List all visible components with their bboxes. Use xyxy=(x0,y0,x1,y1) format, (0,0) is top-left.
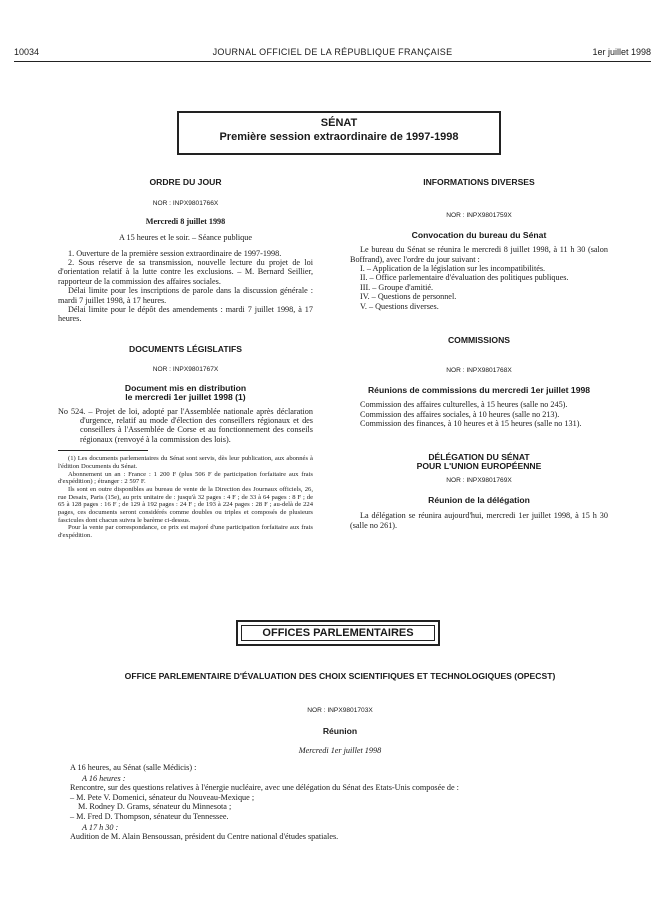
ordre-item-1: 1. Ouverture de la première session extraordinaire de 1997-1998. xyxy=(68,248,282,258)
ordre-du-jour-time: A 15 heures et le soir. – Séance publique xyxy=(118,233,252,243)
opecst-nor: NOR : INPX9801703X xyxy=(307,707,373,715)
opecst-line-1: A 16 heures, au Sénat (salle Médicis) : xyxy=(70,762,197,772)
journal-title: JOURNAL OFFICIEL DE LA RÉPUBLIQUE FRANÇAISE xyxy=(212,47,453,57)
right-column xyxy=(350,178,608,530)
opecst-line-3: Rencontre, sur des questions relatives à l'énergie nucléaire, avec une délégation du Sénat des Etats-Unis composée de : xyxy=(70,783,459,793)
opecst-line-8: Audition de M. Alain Bensoussan, président du Centre national d'études spatiales. xyxy=(70,832,339,842)
senat-title: SÉNAT xyxy=(320,117,358,129)
informations-item-5: V. – Questions diverses. xyxy=(360,301,439,311)
documents-sub-1: Document mis en distribution xyxy=(124,382,247,393)
header-rule xyxy=(14,61,651,62)
informations-item-3: III. – Groupe d'amitié. xyxy=(360,282,434,292)
offices-section xyxy=(60,672,620,842)
commission-line-3: Commission des finances, à 10 heures et à 15 heures (salle no 131). xyxy=(360,419,582,429)
delegation-heading-2: POUR L'UNION EUROPÉENNE xyxy=(416,460,542,471)
opecst-line-6: – M. Fred D. Thompson, sénateur du Tennessee. xyxy=(70,811,229,821)
footnote-3: Ils sont en outre disponibles au bureau de vente de la Direction des Journaux officiels, 26, rue Desaix, Paris (15e), au prix unitaire de : jusqu'à 32 pages : 4 F ; de 33 à 64 pages : 8 F ; de 65 à 128 pages : 16 F ; de 129 à 192 pages : 24 F ; de 193 à 224 pages : 28 F ; au-delà de 224 pages, ces documents seront considérés comme doubles ou triples et composés de plusieurs fascicules dont chacun suivra le barème ci-dessus. xyxy=(58,485,313,524)
footnote-1: (1) Les documents parlementaires du Sénat sont servis, dès leur publication, aux abonnés à l'édition Documents du Sénat. xyxy=(58,455,313,470)
documents-nor: NOR : INPX9801767X xyxy=(152,366,219,374)
informations-heading: INFORMATIONS DIVERSES xyxy=(423,177,535,187)
commission-line-2: Commission des affaires sociales, à 10 heures (salle no 213). xyxy=(360,409,560,419)
documents-heading: DOCUMENTS LÉGISLATIFS xyxy=(129,343,242,354)
opecst-line-4: – M. Pete V. Domenici, sénateur du Nouveau-Mexique ; xyxy=(70,792,255,802)
informations-nor: NOR : INPX9801759X xyxy=(446,212,512,220)
commissions-sub: Réunions de commissions du mercredi 1er juillet 1998 xyxy=(367,384,591,395)
informations-sub: Convocation du bureau du Sénat xyxy=(411,229,547,240)
opecst-sub: Réunion xyxy=(322,725,358,736)
offices-box-title: OFFICES PARLEMENTAIRES xyxy=(241,625,435,641)
delegation-nor: NOR : INPX9801769X xyxy=(446,477,512,485)
documents-sub-2: le mercredi 1er juillet 1998 (1) xyxy=(125,392,246,403)
left-column xyxy=(58,178,313,540)
delegation-sub: Réunion de la délégation xyxy=(428,494,530,505)
informations-item-1: I. – Application de la législation sur les incompatibilités. xyxy=(360,264,546,274)
senat-subtitle: Première session extraordinaire de 1997-1998 xyxy=(219,131,459,143)
documents-item: No 524. – Projet de loi, adopté par l'Assemblée nationale après déclaration d'urgence, relatif au mode d'élection des conseillers régionaux et des conseillers à l'Assemblée de Corse et au fonctionnement des conseils régionaux (renvoyé à la commission des lois). xyxy=(58,406,313,444)
informations-intro: Le bureau du Sénat se réunira le mercredi 8 juillet 1998, à 11 h 30 (salon Boffrand), avec l'ordre du jour suivant : xyxy=(350,245,608,264)
delegation-text: La délégation se réunira aujourd'hui, mercredi 1er juillet 1998, à 15 h 30 (salle no 261). xyxy=(350,511,608,530)
commissions-nor: NOR : INPX9801768X xyxy=(446,367,512,375)
ordre-du-jour-heading: ORDRE DU JOUR xyxy=(149,177,222,187)
commission-line-1: Commission des affaires culturelles, à 15 heures (salle no 245). xyxy=(360,400,568,410)
page-number: 10034 xyxy=(14,47,40,57)
opecst-line-2: A 16 heures : xyxy=(82,774,126,784)
commissions-heading: COMMISSIONS xyxy=(447,335,511,346)
offices-title-box xyxy=(236,620,440,646)
ordre-delai-1: Délai limite pour les inscriptions de parole dans la discussion générale : mardi 7 juillet 1998, à 17 heures. xyxy=(58,286,313,305)
opecst-date: Mercredi 1er juillet 1998 xyxy=(298,746,382,756)
opecst-line-5: M. Rodney D. Grams, sénateur du Minnesota ; xyxy=(78,802,232,812)
senat-title-box xyxy=(177,111,501,155)
ordre-du-jour-date: Mercredi 8 juillet 1998 xyxy=(145,216,226,226)
opecst-heading: OFFICE PARLEMENTAIRE D'ÉVALUATION DES CHOIX SCIENTIFIQUES ET TECHNOLOGIQUES (OPECST) xyxy=(124,671,556,681)
footnote-2: Abonnement un an : France : 1 200 F (plus 506 F de participation forfaitaire aux frais d'expédition) ; étranger : 2 597 F. xyxy=(58,470,313,486)
informations-item-2: II. – Office parlementaire d'évaluation des politiques publiques. xyxy=(360,273,569,283)
running-header xyxy=(14,47,651,61)
ordre-du-jour-nor: NOR : INPX9801766X xyxy=(152,200,219,208)
delegation-heading-1: DÉLÉGATION DU SÉNAT xyxy=(428,451,530,462)
ordre-delai-2: Délai limite pour le dépôt des amendements : mardi 7 juillet 1998, à 17 heures. xyxy=(58,305,313,324)
informations-item-4: IV. – Questions de personnel. xyxy=(360,292,457,302)
footnote-rule xyxy=(58,450,148,451)
issue-date: 1er juillet 1998 xyxy=(592,47,651,57)
opecst-line-7: A 17 h 30 : xyxy=(82,823,119,833)
ordre-item-2: 2. Sous réserve de sa transmission, nouvelle lecture du projet de loi d'orientation relatif à la lutte contre les exclusions. – M. Bernard Seillier, rapporteur de la commission des affaires sociales. xyxy=(58,258,313,286)
footnote-4: Pour la vente par correspondance, ce prix est majoré d'une participation forfaitaire aux frais d'expédition. xyxy=(58,524,313,540)
